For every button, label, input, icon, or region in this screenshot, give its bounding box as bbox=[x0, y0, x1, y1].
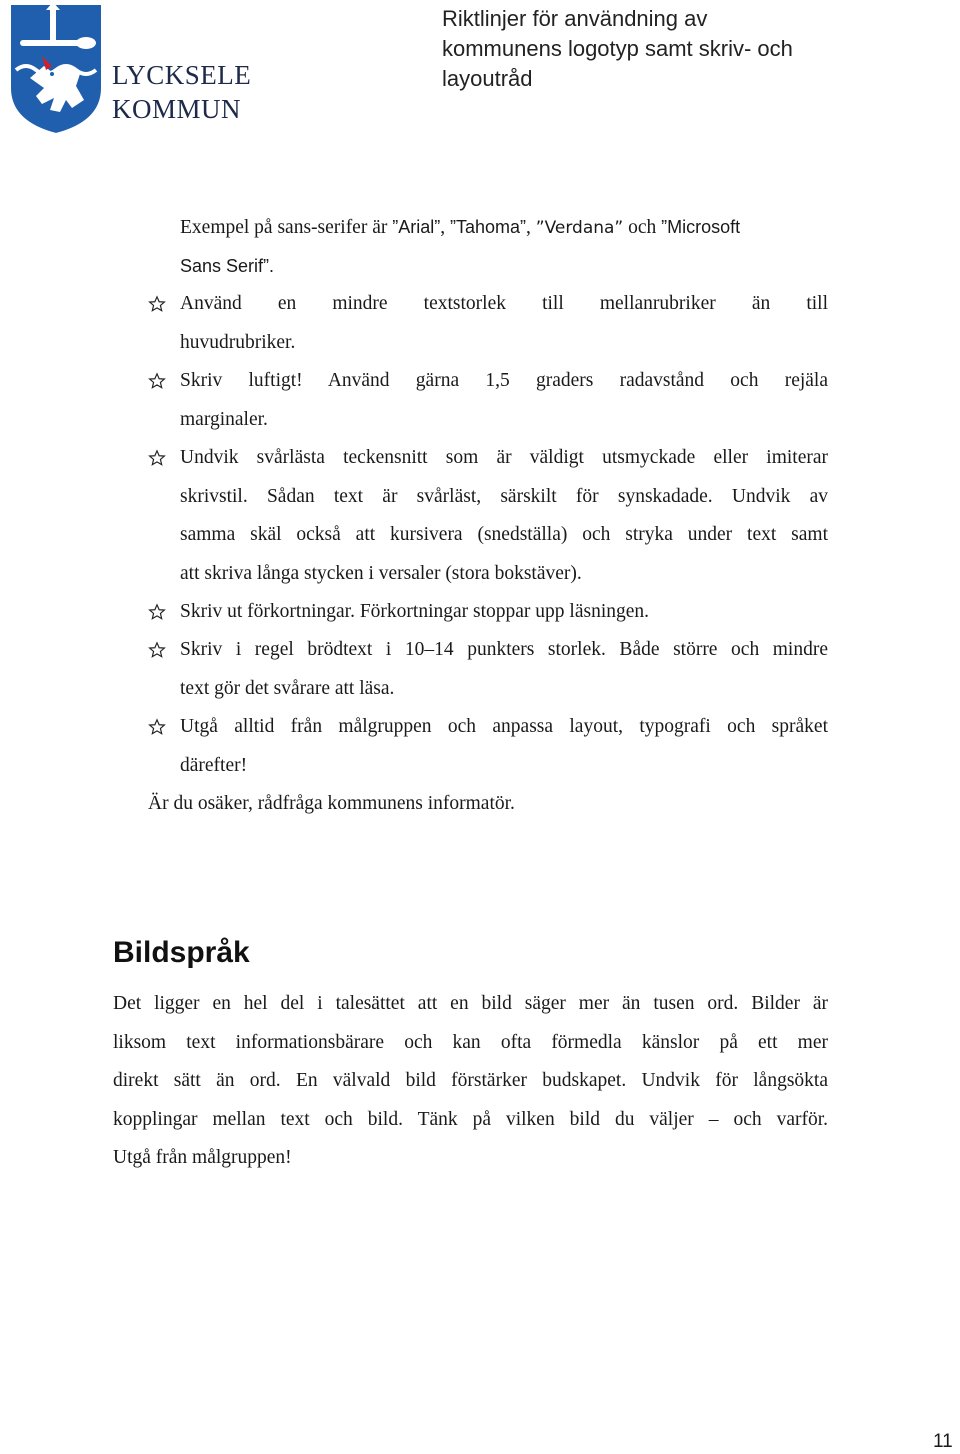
star-outline-icon bbox=[148, 641, 166, 659]
font-example-arial: ”Arial” bbox=[392, 217, 441, 237]
star-outline-icon bbox=[148, 603, 166, 621]
bullet-2-line: marginaler. bbox=[180, 409, 268, 430]
page-number: 11 bbox=[933, 1431, 953, 1452]
section-paragraph-line: Det ligger en hel del i talesättet att en bild säger mer än tusen ord. Bilder är bbox=[113, 993, 828, 1014]
star-outline-icon bbox=[148, 449, 166, 467]
star-outline-icon bbox=[148, 295, 166, 313]
bullet-1-line: Använd en mindre textstorlek till mellanrubriker än till bbox=[180, 293, 828, 314]
section-heading: Bildspråk bbox=[113, 936, 250, 969]
font-examples-line-2: Sans Serif”. bbox=[180, 256, 275, 276]
section-paragraph-line: Utgå från målgruppen! bbox=[113, 1147, 292, 1168]
logo-text-line2: KOMMUN bbox=[112, 94, 242, 124]
font-examples-separator: , bbox=[526, 217, 536, 238]
font-example-microsoft: ”Microsoft bbox=[661, 217, 741, 237]
star-outline-icon bbox=[148, 718, 166, 736]
logo-text-line1: LYCKSELE bbox=[112, 60, 252, 90]
bullet-3-line: Undvik svårlästa teckensnitt som är väldigt utsmyckade eller imiterar bbox=[180, 447, 828, 468]
document-title-line: kommunens logotyp samt skriv- och bbox=[442, 36, 793, 61]
closing-line: Är du osäker, rådfråga kommunens informatör. bbox=[148, 793, 515, 814]
font-examples-separator: och bbox=[623, 217, 662, 238]
font-examples-line bbox=[180, 215, 740, 240]
bullet-3-line: att skriva långa stycken i versaler (stora bokstäver). bbox=[180, 563, 582, 584]
font-examples-prefix: Exempel på sans-serifer är bbox=[180, 217, 393, 238]
document-title-line: Riktlinjer för användning av bbox=[442, 6, 708, 31]
bullet-5-line: text gör det svårare att läsa. bbox=[180, 678, 395, 699]
star-outline-icon bbox=[148, 372, 166, 390]
font-example-verdana: ”Verdana” bbox=[535, 218, 624, 238]
bullet-6-line: därefter! bbox=[180, 755, 248, 776]
bullet-2-line: Skriv luftigt! Använd gärna 1,5 graders radavstånd och rejäla bbox=[180, 370, 828, 391]
section-paragraph-line: kopplingar mellan text och bild. Tänk på vilken bild du väljer – och varför. bbox=[113, 1109, 828, 1130]
document-title-line: layoutråd bbox=[442, 66, 533, 91]
bullet-3-line: skrivstil. Sådan text är svårläst, särskilt för synskadade. Undvik av bbox=[180, 486, 828, 507]
lycksele-kommun-logo bbox=[6, 0, 256, 138]
bullet-4-line: Skriv ut förkortningar. Förkortningar stoppar upp läsningen. bbox=[180, 601, 650, 622]
font-example-tahoma: ”Tahoma” bbox=[449, 217, 527, 237]
font-examples-separator: , bbox=[440, 217, 450, 238]
section-paragraph-line: direkt sätt än ord. En välvald bild förstärker budskapet. Undvik för långsökta bbox=[113, 1070, 828, 1091]
bullet-6-line: Utgå alltid från målgruppen och anpassa layout, typografi och språket bbox=[180, 716, 828, 737]
document-title bbox=[442, 4, 922, 94]
bullet-5-line: Skriv i regel brödtext i 10–14 punkters storlek. Både större och mindre bbox=[180, 639, 828, 660]
bullet-3-line: samma skäl också att kursivera (snedställa) och stryka under text samt bbox=[180, 524, 828, 545]
section-paragraph-line: liksom text informationsbärare och kan ofta förmedla känslor på ett mer bbox=[113, 1032, 828, 1053]
bullet-1-line: huvudrubriker. bbox=[180, 332, 296, 353]
